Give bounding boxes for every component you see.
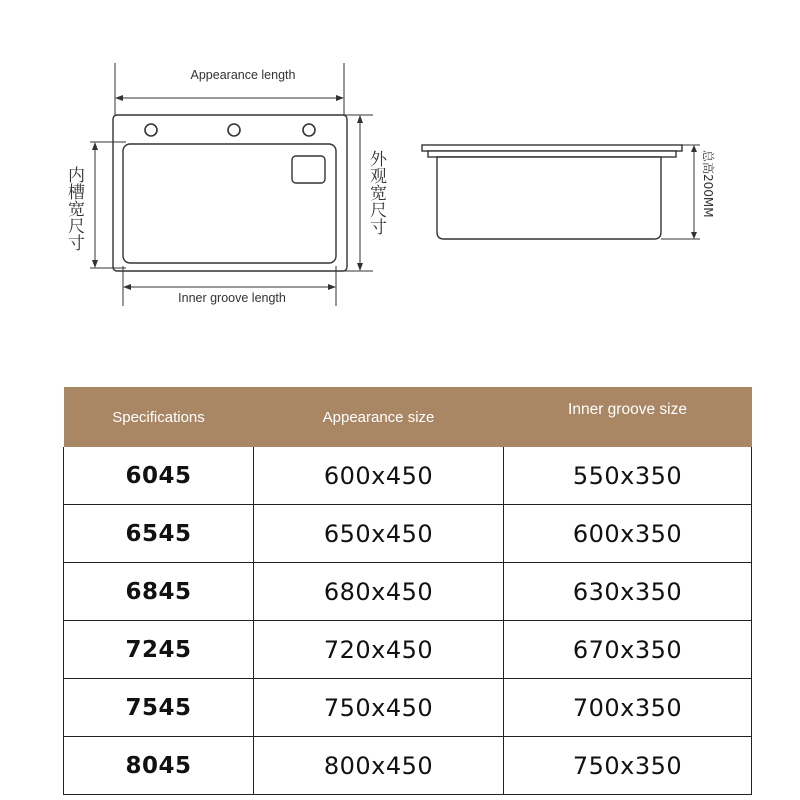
drain-box-icon <box>292 156 325 183</box>
header-appearance-size: Appearance size <box>254 387 504 447</box>
tap-hole-icon <box>303 124 315 136</box>
spec-cell: 6845 <box>64 563 254 621</box>
table-row <box>64 621 752 679</box>
appearance-size-cell: 680x450 <box>254 563 504 621</box>
spec-cell: 7545 <box>64 679 254 737</box>
inner-groove-size-cell: 630x350 <box>504 563 752 621</box>
appearance-size-cell: 650x450 <box>254 505 504 563</box>
inner-groove-size-cell: 670x350 <box>504 621 752 679</box>
spec-cell: 8045 <box>64 737 254 795</box>
table-row <box>64 679 752 737</box>
inner-groove-size-cell: 550x350 <box>504 447 752 505</box>
appearance-size-cell: 800x450 <box>254 737 504 795</box>
appearance-size-cell: 600x450 <box>254 447 504 505</box>
appearance-size-cell: 750x450 <box>254 679 504 737</box>
table-row <box>64 447 752 505</box>
total-height-label: 总高200MM <box>701 150 715 218</box>
spec-cell: 7245 <box>64 621 254 679</box>
sink-dimension-diagram <box>0 0 800 330</box>
sink-top-view <box>113 115 347 271</box>
total-height-dimension <box>661 145 700 239</box>
inner-groove-size-cell: 600x350 <box>504 505 752 563</box>
spec-cell: 6545 <box>64 505 254 563</box>
header-inner-groove-size: Inner groove size <box>504 387 752 447</box>
table-row <box>64 737 752 795</box>
table-row <box>64 505 752 563</box>
appearance-length-label: Appearance length <box>190 68 296 82</box>
specifications-table <box>63 387 752 795</box>
spec-cell: 6045 <box>64 447 254 505</box>
appearance-size-cell: 720x450 <box>254 621 504 679</box>
tap-hole-icon <box>228 124 240 136</box>
table-row <box>64 563 752 621</box>
inner-groove-size-cell: 750x350 <box>504 737 752 795</box>
inner-width-label: 内槽宽尺寸 <box>64 166 84 251</box>
table-header-row <box>64 387 752 447</box>
inner-groove-size-cell: 700x350 <box>504 679 752 737</box>
tap-hole-icon <box>145 124 157 136</box>
header-specifications: Specifications <box>64 387 254 447</box>
sink-side-view <box>422 145 682 239</box>
outer-width-label: 外观宽尺寸 <box>366 150 386 235</box>
inner-groove-length-label: Inner groove length <box>178 291 286 305</box>
